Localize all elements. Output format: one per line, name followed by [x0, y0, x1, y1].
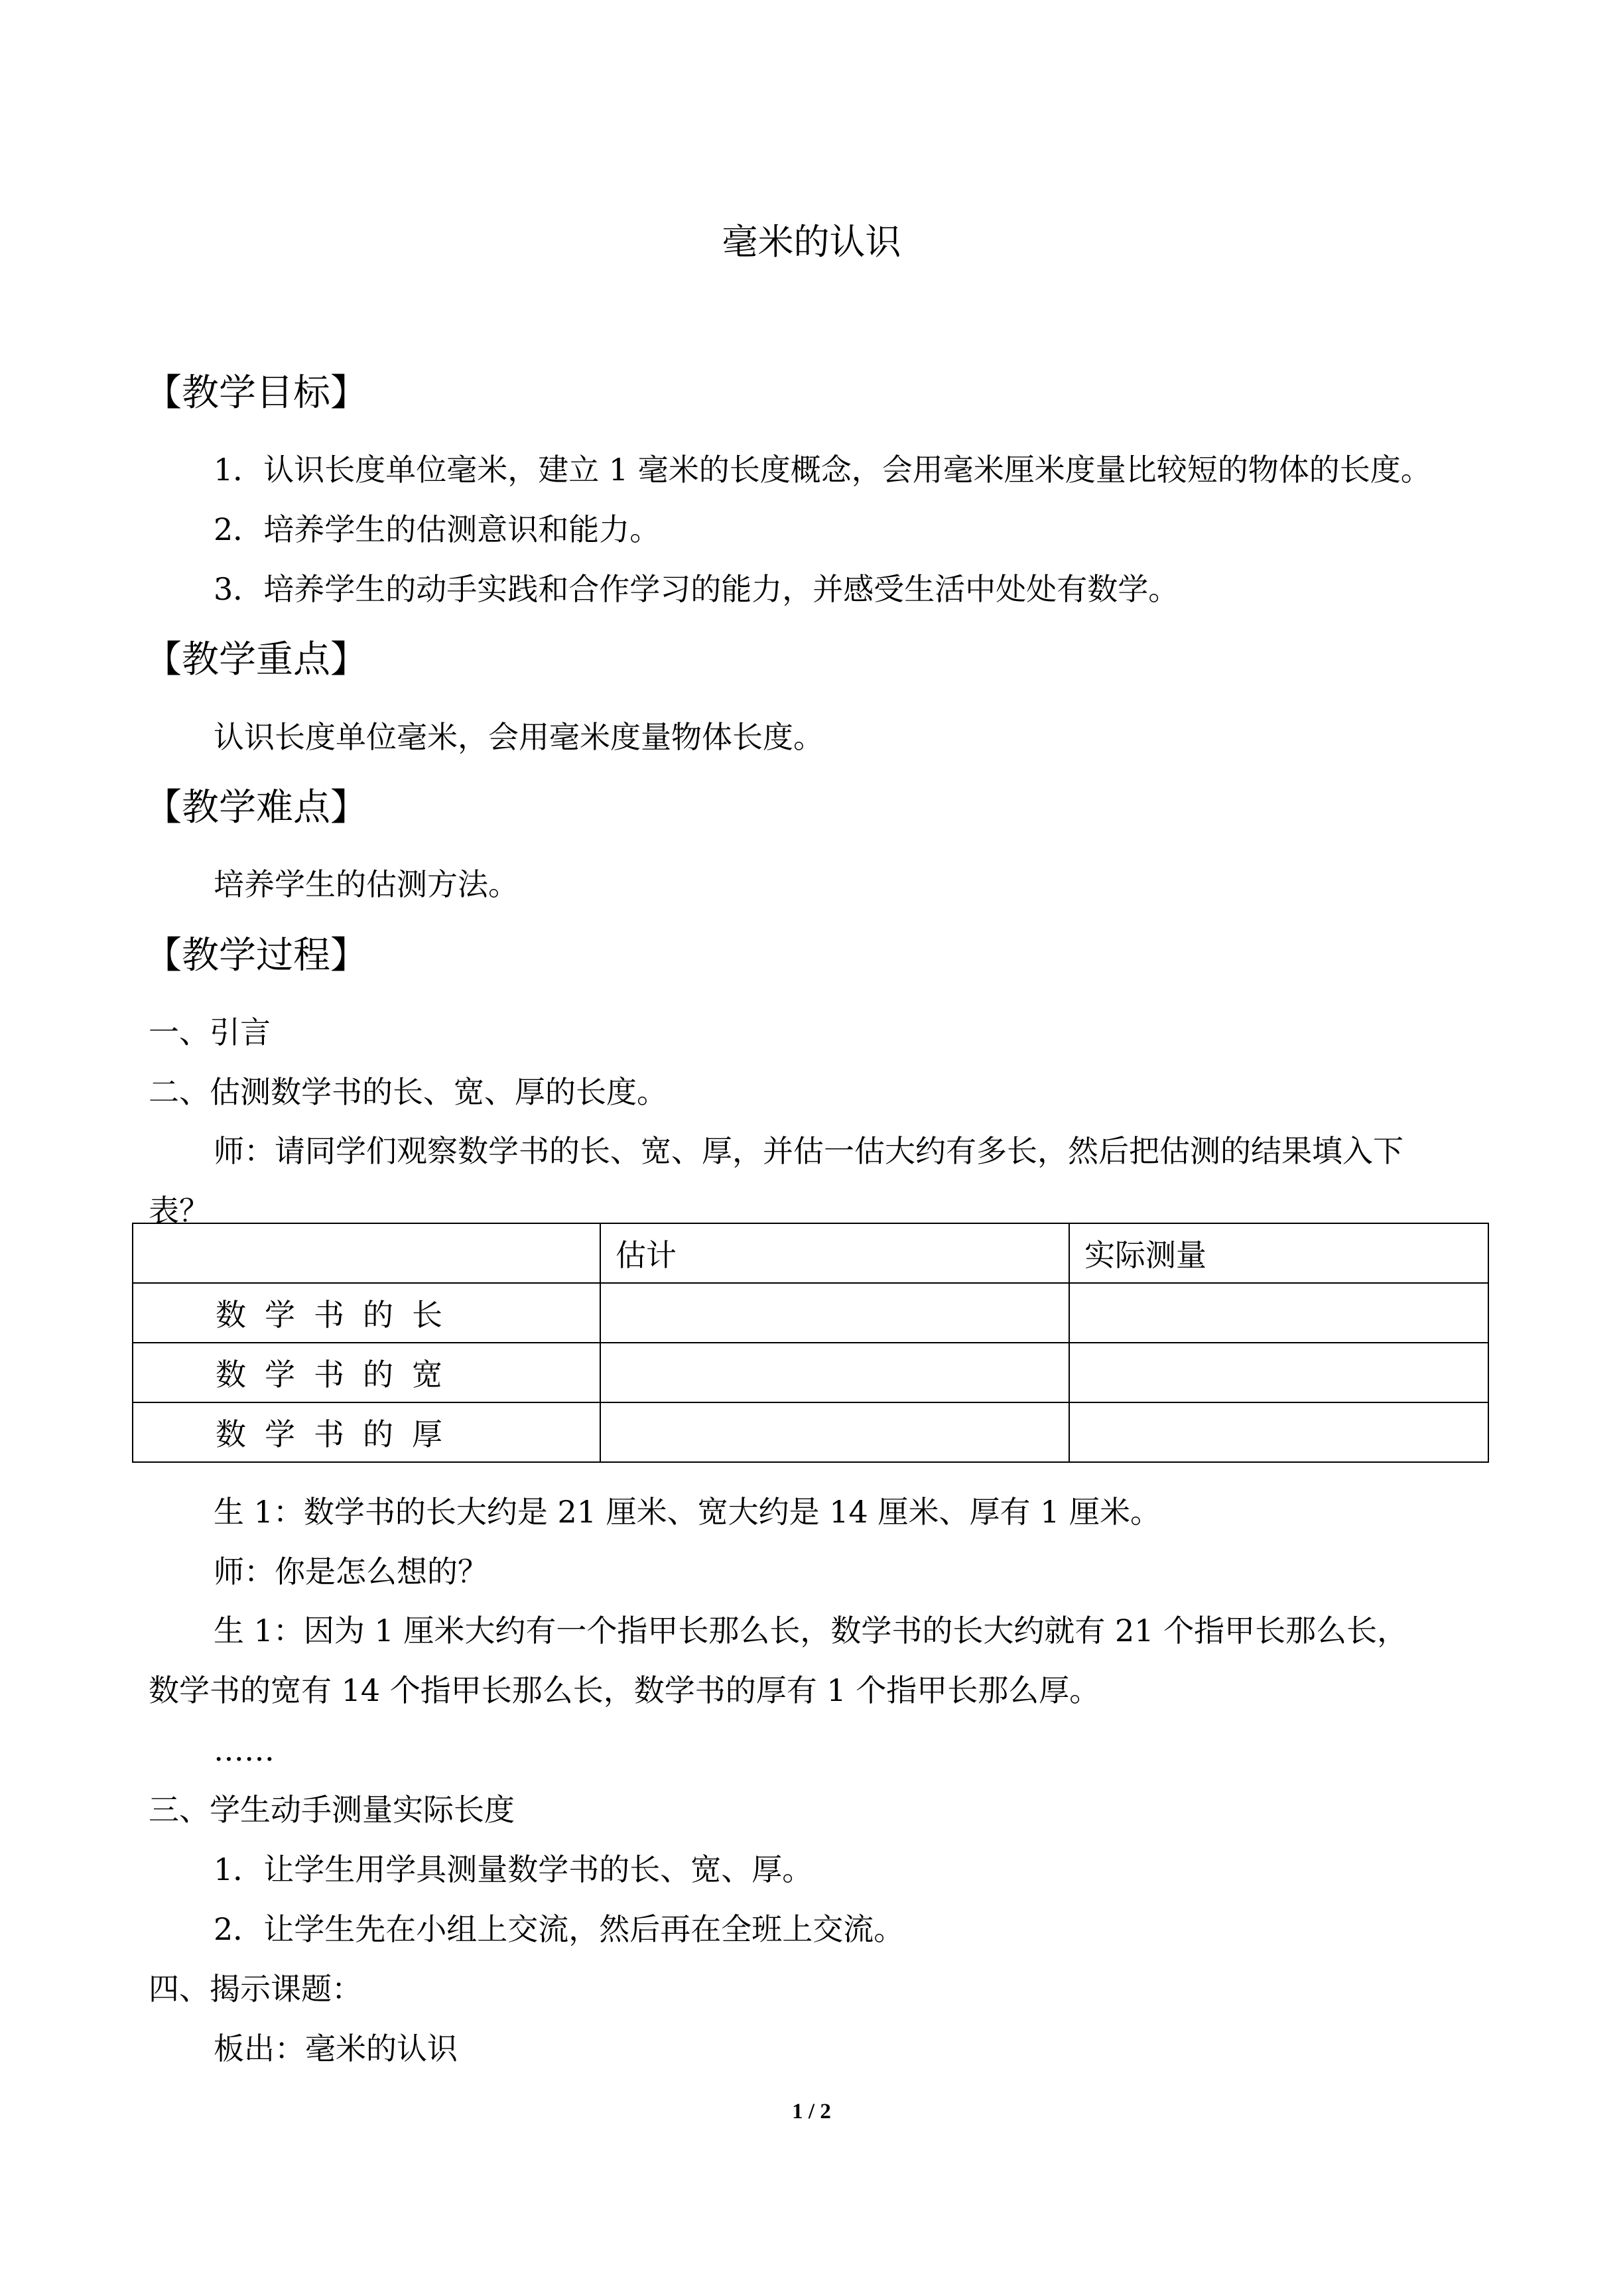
student-1-answer: 生 1：数学书的长大约是 21 厘米、宽大约是 14 厘米、厚有 1 厘米。: [214, 1494, 1161, 1530]
teacher-question-1-line-2: 表？: [149, 1193, 210, 1229]
table-row: [133, 1402, 1488, 1462]
key-points-text: 认识长度单位毫米，会用毫米度量物体长度。: [214, 719, 824, 755]
ellipsis: ……: [214, 1732, 275, 1768]
table-header-cell: [133, 1223, 600, 1283]
heading-process: 【教学过程】: [145, 934, 367, 977]
table-header-cell: 估计: [600, 1223, 1069, 1283]
teacher-question-1-line-1: 师：请同学们观察数学书的长、宽、厚，并估一估大约有多长，然后把估测的结果填入下: [214, 1133, 1403, 1169]
objective-item-1: 1．认识长度单位毫米，建立 1 毫米的长度概念，会用毫米厘米度量比较短的物体的长度。: [214, 452, 1431, 488]
step-3-item-1: 1．让学生用学具测量数学书的长、宽、厚。: [214, 1852, 813, 1887]
process-step-1: 一、引言: [149, 1014, 271, 1050]
step-3-item-2: 2．让学生先在小组上交流，然后再在全班上交流。: [214, 1911, 905, 1947]
page-title: 毫米的认识: [722, 221, 901, 263]
page-number: 1 / 2: [792, 2100, 831, 2124]
student-1-reason-line-1: 生 1：因为 1 厘米大约有一个指甲长那么长，数学书的长大约就有 21 个指甲长那么长，: [214, 1613, 1408, 1649]
table-header-cell: 实际测量: [1069, 1223, 1488, 1283]
table-row: [133, 1343, 1488, 1402]
table-cell: [1069, 1283, 1488, 1343]
process-step-3: 三、学生动手测量实际长度: [149, 1792, 515, 1828]
table-row-label: 数学书的厚: [133, 1402, 600, 1462]
table-row: [133, 1283, 1488, 1343]
heading-difficulties: 【教学难点】: [145, 786, 367, 829]
estimate-table: [132, 1223, 1489, 1463]
student-1-reason-line-2: 数学书的宽有 14 个指甲长那么长，数学书的厚有 1 个指甲长那么厚。: [149, 1672, 1100, 1708]
table-row-label: 数学书的宽: [133, 1343, 600, 1402]
table-cell: [1069, 1343, 1488, 1402]
process-step-2: 二、估测数学书的长、宽、厚的长度。: [149, 1074, 667, 1110]
teacher-question-2: 师：你是怎么想的？: [214, 1554, 488, 1589]
objective-item-2: 2．培养学生的估测意识和能力。: [214, 511, 661, 547]
table-header-row: [133, 1223, 1488, 1283]
table-cell: [1069, 1402, 1488, 1462]
heading-key-points: 【教学重点】: [145, 638, 367, 681]
table-row-label: 数学书的长: [133, 1283, 600, 1343]
board-title: 板出：毫米的认识: [214, 2031, 458, 2066]
difficulties-text: 培养学生的估测方法。: [214, 866, 519, 902]
table-cell: [600, 1402, 1069, 1462]
objective-item-3: 3．培养学生的动手实践和合作学习的能力，并感受生活中处处有数学。: [214, 571, 1179, 607]
heading-objectives: 【教学目标】: [145, 371, 367, 415]
table-cell: [600, 1283, 1069, 1343]
table-cell: [600, 1343, 1069, 1402]
process-step-4: 四、揭示课题：: [149, 1971, 362, 2007]
